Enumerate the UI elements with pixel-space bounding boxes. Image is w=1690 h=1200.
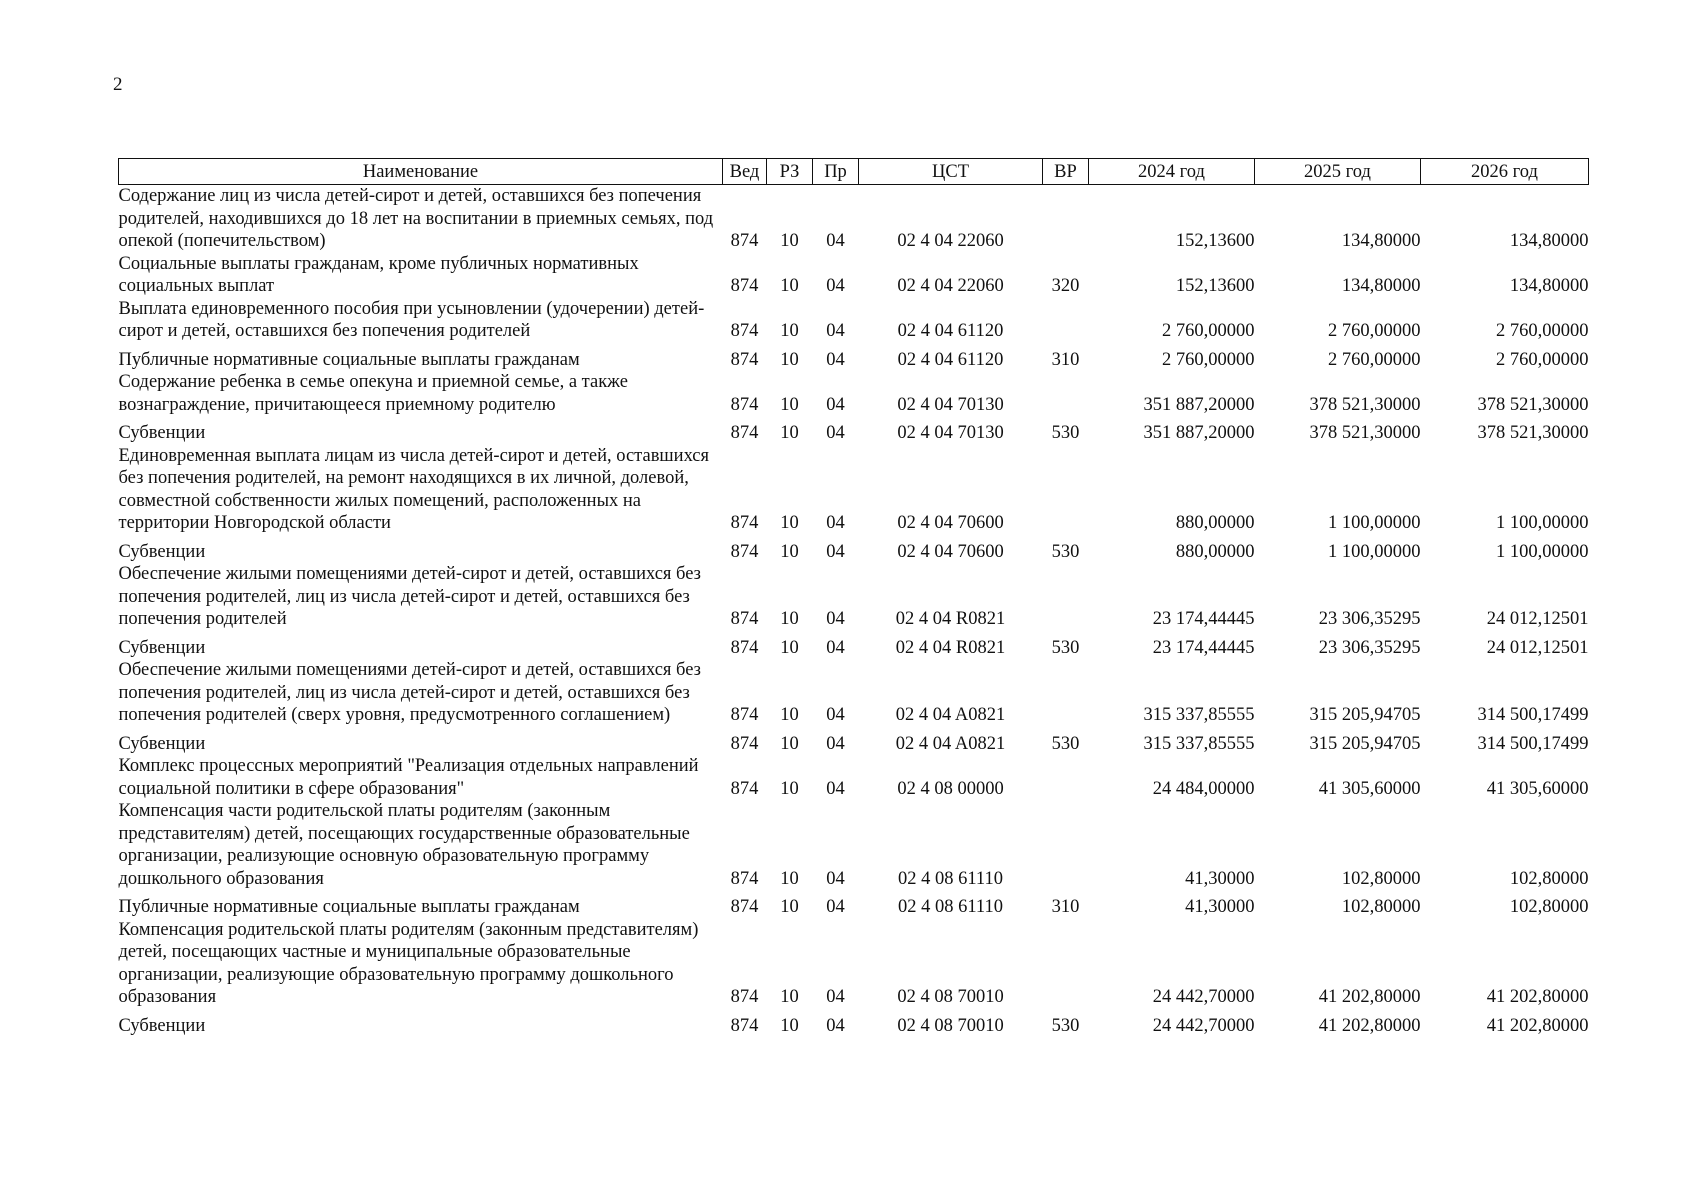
cell-vr: 530 <box>1051 1015 1080 1036</box>
header-name: Наименование <box>119 159 723 185</box>
cell-vr <box>1043 563 1089 631</box>
table-row <box>119 253 1589 298</box>
cell-ved: 874 <box>730 321 759 341</box>
cell-name: Обеспечение жилыми помещениями детей-сирот и детей, оставшихся без попечения родителей, лиц из числа детей-сирот и детей, оставшихся без попечения родителей <box>118 564 701 629</box>
table-row <box>119 919 1589 1009</box>
cell-pr: 04 <box>826 513 845 533</box>
cell-ved: 874 <box>730 276 759 296</box>
cell-pr: 04 <box>826 276 845 296</box>
cell-cst: 02 4 08 70010 <box>897 1015 1004 1036</box>
cell-ved: 874 <box>730 513 759 533</box>
cell-ved: 874 <box>730 868 759 889</box>
cell-name: Выплата единовременного пособия при усыновлении (удочерении) детей-сирот и детей, оставшихся без попечения родителей <box>118 298 705 341</box>
table-row <box>119 727 1589 756</box>
table-row <box>119 343 1589 372</box>
cell-rz: 10 <box>780 705 799 725</box>
cell-cst: 02 4 08 00000 <box>897 778 1004 799</box>
cell-vr <box>1043 298 1089 343</box>
cell-rz: 10 <box>780 276 799 296</box>
cell-2025: 23 306,35295 <box>1318 637 1421 658</box>
cell-name: Социальные выплаты гражданам, кроме публичных нормативных социальных выплат <box>118 253 639 296</box>
cell-2024: 24 442,70000 <box>1152 987 1255 1007</box>
cell-ved: 874 <box>730 778 759 799</box>
cell-vr <box>1043 185 1089 253</box>
cell-2025: 41 202,80000 <box>1318 987 1421 1007</box>
cell-cst: 02 4 04 61120 <box>897 321 1004 341</box>
cell-2025: 41 202,80000 <box>1318 1015 1421 1036</box>
cell-pr: 04 <box>826 778 845 799</box>
cell-2025: 1 100,00000 <box>1328 513 1421 533</box>
cell-2025: 378 521,30000 <box>1309 423 1421 443</box>
cell-2024: 351 887,20000 <box>1143 394 1255 415</box>
header-2025: 2025 год <box>1255 159 1421 185</box>
cell-pr: 04 <box>826 321 845 341</box>
cell-rz: 10 <box>780 541 799 562</box>
cell-rz: 10 <box>780 733 799 754</box>
cell-2024: 24 442,70000 <box>1152 1015 1255 1036</box>
table-row <box>119 1009 1589 1038</box>
cell-name: Субвенции <box>118 541 206 562</box>
cell-2024: 2 760,00000 <box>1162 349 1255 370</box>
cell-vr: 310 <box>1051 349 1080 370</box>
cell-rz: 10 <box>780 897 799 917</box>
cell-rz: 10 <box>780 423 799 443</box>
cell-2025: 102,80000 <box>1341 897 1421 917</box>
cell-2026: 134,80000 <box>1509 276 1589 296</box>
cell-name: Субвенции <box>118 423 206 443</box>
cell-vr: 530 <box>1051 637 1080 658</box>
cell-cst: 02 4 04 61120 <box>897 349 1004 370</box>
header-vr: ВР <box>1043 159 1089 185</box>
cell-ved: 874 <box>730 231 759 251</box>
table-row <box>119 298 1589 343</box>
table-row <box>119 890 1589 919</box>
cell-ved: 874 <box>730 423 759 443</box>
cell-2024: 41,30000 <box>1185 897 1255 917</box>
cell-vr <box>1043 919 1089 1009</box>
cell-2026: 314 500,17499 <box>1477 733 1589 754</box>
cell-pr: 04 <box>826 733 845 754</box>
cell-ved: 874 <box>730 541 759 562</box>
cell-2026: 24 012,12501 <box>1486 609 1589 629</box>
cell-2025: 2 760,00000 <box>1328 321 1421 341</box>
cell-2026: 2 760,00000 <box>1496 349 1589 370</box>
cell-pr: 04 <box>826 897 845 917</box>
cell-2026: 1 100,00000 <box>1496 541 1589 562</box>
table-body <box>119 185 1589 1038</box>
cell-cst: 02 4 08 70010 <box>897 987 1004 1007</box>
cell-cst: 02 4 08 61110 <box>897 868 1003 889</box>
table-row <box>119 416 1589 445</box>
table-row <box>119 563 1589 631</box>
cell-2024: 152,13600 <box>1175 231 1255 251</box>
cell-2026: 314 500,17499 <box>1477 705 1589 725</box>
cell-2025: 134,80000 <box>1341 276 1421 296</box>
cell-2025: 378 521,30000 <box>1309 394 1421 415</box>
cell-2024: 2 760,00000 <box>1162 321 1255 341</box>
cell-rz: 10 <box>780 513 799 533</box>
cell-vr <box>1043 445 1089 535</box>
cell-ved: 874 <box>730 637 759 658</box>
cell-rz: 10 <box>780 321 799 341</box>
cell-2024: 23 174,44445 <box>1152 609 1255 629</box>
cell-name: Обеспечение жилыми помещениями детей-сирот и детей, оставшихся без попечения родителей, лиц из числа детей-сирот и детей, оставшихся без попечения родителей (сверх уровня, предусмотренного соглашением) <box>118 660 701 725</box>
header-row <box>119 159 1589 185</box>
cell-rz: 10 <box>780 394 799 415</box>
cell-rz: 10 <box>780 637 799 658</box>
cell-2024: 23 174,44445 <box>1152 637 1255 658</box>
cell-rz: 10 <box>780 349 799 370</box>
cell-vr: 530 <box>1051 423 1080 443</box>
cell-vr <box>1043 755 1089 800</box>
table-row <box>119 631 1589 660</box>
cell-2024: 24 484,00000 <box>1152 778 1255 799</box>
cell-2025: 41 305,60000 <box>1318 778 1421 799</box>
header-2026: 2026 год <box>1421 159 1589 185</box>
cell-2026: 378 521,30000 <box>1477 423 1589 443</box>
cell-name: Публичные нормативные социальные выплаты гражданам <box>118 349 580 370</box>
cell-2025: 102,80000 <box>1341 868 1421 889</box>
cell-name: Содержание ребенка в семье опекуна и приемной семье, а также вознаграждение, причитающееся приемному родителю <box>118 372 628 415</box>
cell-2024: 315 337,85555 <box>1143 733 1255 754</box>
cell-ved: 874 <box>730 733 759 754</box>
cell-cst: 02 4 04 22060 <box>897 231 1004 251</box>
cell-2024: 41,30000 <box>1185 868 1255 889</box>
cell-cst: 02 4 04 A0821 <box>895 705 1006 725</box>
cell-pr: 04 <box>826 868 845 889</box>
cell-pr: 04 <box>826 349 845 370</box>
budget-table <box>118 158 1589 1037</box>
cell-rz: 10 <box>780 987 799 1007</box>
table-row <box>119 445 1589 535</box>
table-row <box>119 371 1589 416</box>
cell-2026: 41 305,60000 <box>1486 778 1589 799</box>
cell-name: Компенсация части родительской платы родителям (законным представителям) детей, посещающих государственные образовательные организации, реализующие основную образовательную программу дошкольного образования <box>118 801 690 889</box>
cell-rz: 10 <box>780 231 799 251</box>
cell-2024: 315 337,85555 <box>1143 705 1255 725</box>
cell-2025: 2 760,00000 <box>1328 349 1421 370</box>
cell-name: Единовременная выплата лицам из числа детей-сирот и детей, оставшихся без попечения родителей, на ремонт находящихся в их личной, долевой, совместной собственности жилых помещений, расположенных на территории Новгородской области <box>118 445 710 533</box>
cell-vr <box>1043 371 1089 416</box>
cell-name: Субвенции <box>118 733 206 754</box>
cell-rz: 10 <box>780 868 799 889</box>
header-rz: РЗ <box>767 159 813 185</box>
table-row <box>119 659 1589 727</box>
cell-vr: 310 <box>1051 897 1080 917</box>
cell-rz: 10 <box>780 778 799 799</box>
cell-2026: 378 521,30000 <box>1477 394 1589 415</box>
table-row <box>119 185 1589 253</box>
cell-pr: 04 <box>826 637 845 658</box>
cell-name: Комплекс процессных мероприятий "Реализация отдельных направлений социальной политики в сфере образования" <box>118 756 699 799</box>
cell-cst: 02 4 04 70600 <box>897 541 1004 562</box>
cell-2024: 351 887,20000 <box>1143 423 1255 443</box>
cell-ved: 874 <box>730 705 759 725</box>
cell-vr: 530 <box>1051 733 1080 754</box>
cell-2024: 152,13600 <box>1175 276 1255 296</box>
table-row <box>119 535 1589 564</box>
cell-cst: 02 4 08 61110 <box>897 897 1003 917</box>
cell-ved: 874 <box>730 897 759 917</box>
cell-2025: 134,80000 <box>1341 231 1421 251</box>
cell-rz: 10 <box>780 1015 799 1036</box>
cell-2026: 102,80000 <box>1509 897 1589 917</box>
cell-2024: 880,00000 <box>1175 541 1255 562</box>
cell-vr: 530 <box>1051 541 1080 562</box>
header-ved: Вед <box>723 159 767 185</box>
cell-2026: 2 760,00000 <box>1496 321 1589 341</box>
cell-2025: 315 205,94705 <box>1309 705 1421 725</box>
cell-ved: 874 <box>730 349 759 370</box>
cell-2026: 24 012,12501 <box>1486 637 1589 658</box>
cell-2026: 41 202,80000 <box>1486 987 1589 1007</box>
cell-cst: 02 4 04 R0821 <box>895 609 1006 629</box>
header-pr: Пр <box>813 159 859 185</box>
cell-ved: 874 <box>730 609 759 629</box>
cell-2025: 315 205,94705 <box>1309 733 1421 754</box>
cell-cst: 02 4 04 70130 <box>897 394 1004 415</box>
cell-ved: 874 <box>730 394 759 415</box>
cell-2026: 41 202,80000 <box>1486 1015 1589 1036</box>
cell-rz: 10 <box>780 609 799 629</box>
cell-ved: 874 <box>730 987 759 1007</box>
cell-name: Субвенции <box>118 1015 206 1036</box>
header-cst: ЦСТ <box>859 159 1043 185</box>
page-number: 2 <box>113 74 123 95</box>
cell-2024: 880,00000 <box>1175 513 1255 533</box>
cell-name: Содержание лиц из числа детей-сирот и детей, оставшихся без попечения родителей, находившихся до 18 лет на воспитании в приемных семьях, под опекой (попечительством) <box>118 186 714 251</box>
cell-2026: 102,80000 <box>1509 868 1589 889</box>
cell-cst: 02 4 04 R0821 <box>895 637 1006 658</box>
cell-vr <box>1043 659 1089 727</box>
cell-cst: 02 4 04 70130 <box>897 423 1004 443</box>
cell-2025: 1 100,00000 <box>1328 541 1421 562</box>
cell-name: Публичные нормативные социальные выплаты гражданам <box>118 897 580 917</box>
cell-cst: 02 4 04 A0821 <box>895 733 1006 754</box>
cell-2026: 134,80000 <box>1509 231 1589 251</box>
cell-2026: 1 100,00000 <box>1496 513 1589 533</box>
table-row <box>119 755 1589 800</box>
cell-pr: 04 <box>826 423 845 443</box>
table-header <box>119 159 1589 185</box>
cell-pr: 04 <box>826 987 845 1007</box>
cell-pr: 04 <box>826 1015 845 1036</box>
cell-pr: 04 <box>826 705 845 725</box>
cell-cst: 02 4 04 70600 <box>897 513 1004 533</box>
cell-vr: 320 <box>1051 276 1080 296</box>
cell-pr: 04 <box>826 231 845 251</box>
header-2024: 2024 год <box>1089 159 1255 185</box>
cell-name: Компенсация родительской платы родителям (законным представителям) детей, посещающих частные и муниципальные образовательные организации, реализующие образовательную программу дошкольного образования <box>118 919 699 1007</box>
cell-ved: 874 <box>730 1015 759 1036</box>
table-row <box>119 800 1589 890</box>
cell-pr: 04 <box>826 394 845 415</box>
cell-name: Субвенции <box>118 637 206 658</box>
cell-pr: 04 <box>826 609 845 629</box>
cell-pr: 04 <box>826 541 845 562</box>
cell-2025: 23 306,35295 <box>1318 609 1421 629</box>
cell-cst: 02 4 04 22060 <box>897 276 1004 296</box>
cell-vr <box>1043 800 1089 890</box>
